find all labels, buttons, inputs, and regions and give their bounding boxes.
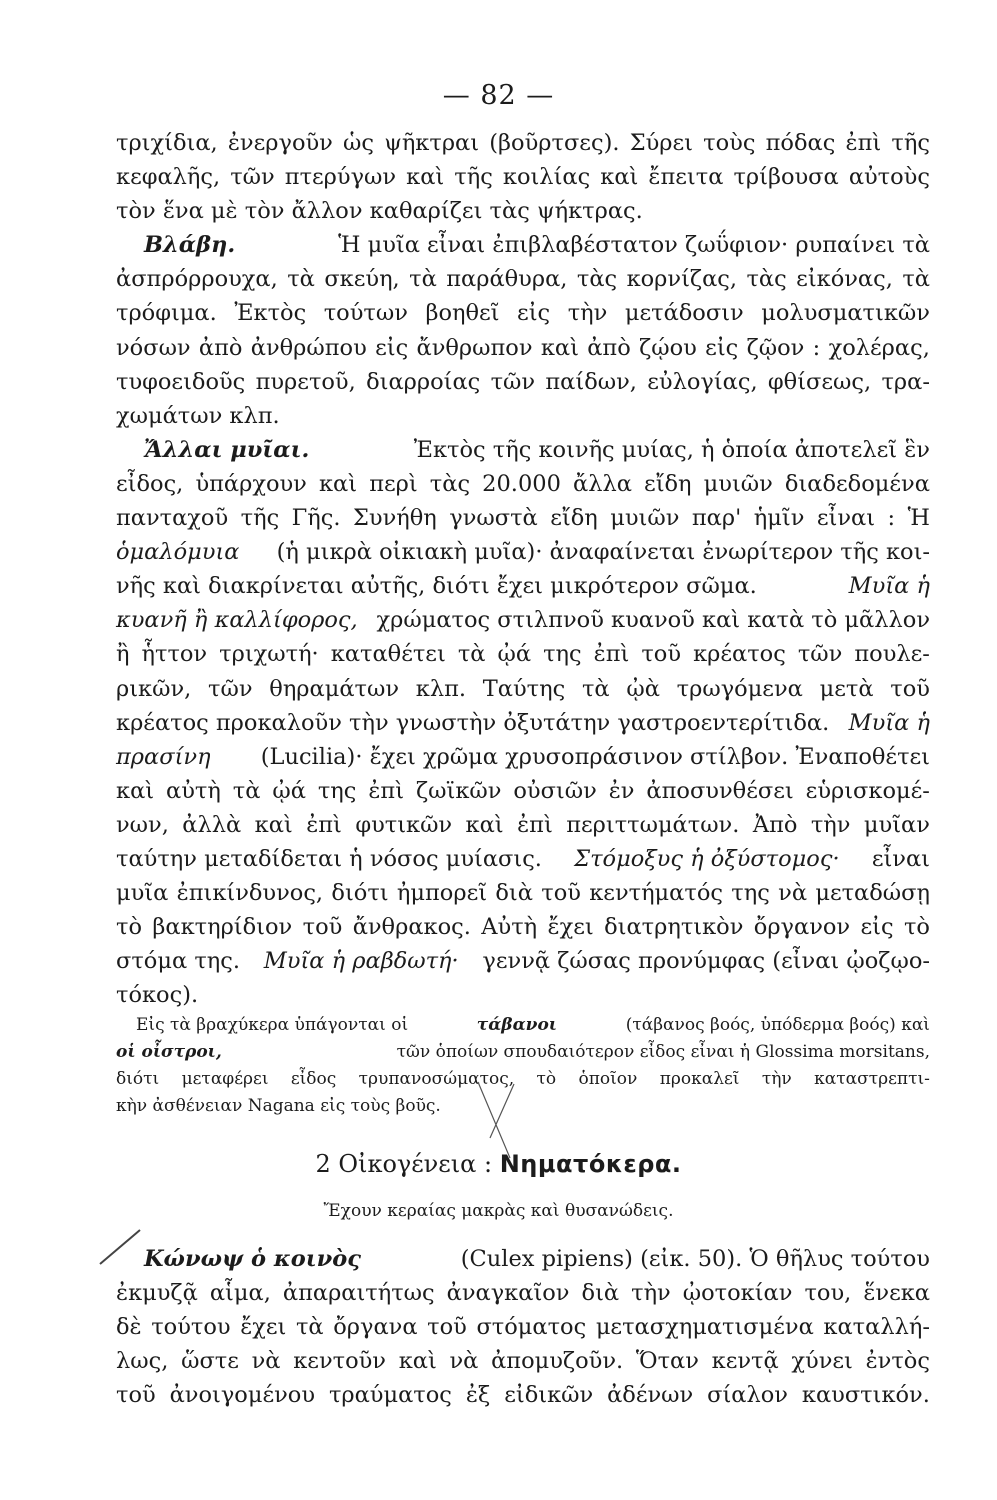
text-span: κρέατος προκαλοῦν τὴν γνωστὴν ὀξυτάτην γαστροεντερίτιδα. (116, 709, 830, 736)
word: ὑπάρχουν (195, 470, 307, 497)
word: πόδας (765, 130, 836, 156)
word: τῶν (797, 641, 843, 668)
word: κορνίζας, (626, 266, 738, 293)
word: παρ' (691, 505, 742, 532)
footnote-line (116, 1012, 930, 1039)
word: πυρετοῦ, (255, 368, 356, 395)
text-line: χωμάτων κλπ. (116, 402, 280, 429)
word: τρα- (881, 368, 930, 395)
word: διότι (116, 1069, 160, 1089)
text-line (116, 1310, 930, 1344)
word: ἐν (608, 777, 635, 804)
word: τὴν (631, 1280, 671, 1306)
species-name: Μυῖα ἡ ραβδωτή· (263, 948, 459, 975)
family-name: Νηματόκερα. (499, 1150, 682, 1178)
text-line (116, 672, 930, 706)
text-span: Εἰς τὰ βραχύκερα ὑπάγονται οἱ (136, 1015, 409, 1035)
word: τὸ (536, 1069, 557, 1089)
word: ὁποῖον (578, 1069, 638, 1089)
text-line (116, 467, 930, 501)
word: ὡς (343, 130, 374, 156)
word: τὰ (287, 266, 315, 293)
text-line (116, 1378, 930, 1412)
word: τὰ (581, 675, 610, 702)
word: χολέρας, (828, 334, 930, 361)
word: τῶν (230, 164, 275, 191)
word: : (887, 505, 896, 532)
word: τὰ (232, 777, 261, 804)
section-heading-konops: Κώνωψ ὁ κοινὸς (144, 1246, 361, 1272)
word: της (731, 880, 770, 907)
word: του, (804, 1280, 852, 1306)
word: μεταφέρει (181, 1069, 269, 1089)
word: δὲ (116, 1314, 142, 1340)
word: εἰς (860, 914, 894, 941)
word: στόματος (476, 1314, 587, 1340)
word: πανταχοῦ (116, 505, 229, 532)
word: καταστρεπτι- (814, 1069, 930, 1089)
word: νὰ (778, 880, 808, 907)
word: καὶ (116, 777, 155, 804)
word: τριχωτή· (219, 641, 319, 668)
word: γνωστὰ (449, 505, 538, 532)
word: τὴν (810, 811, 851, 838)
word: μυιῶν (610, 505, 680, 532)
word: εἴδη (644, 470, 692, 497)
word: τὰ (902, 266, 930, 293)
word: εἰκόνας, (796, 266, 893, 293)
word: ὥστε (181, 1348, 239, 1374)
text-line (116, 740, 930, 774)
word: ἀνθρώπου (250, 334, 367, 361)
word: ἐνεργοῦν (227, 130, 333, 156)
word: τὸ (116, 914, 142, 941)
word: ἐπὶ (368, 777, 405, 804)
text-span: τῶν ὁποίων σπουδαιότερον εἶδος εἶναι ἡ Glossima morsitans, (396, 1042, 930, 1062)
text-line (116, 774, 930, 808)
word: καὶ (254, 811, 293, 838)
word: ἀδένων (607, 1382, 694, 1408)
text-line (116, 433, 930, 467)
word: κεφαλῆς, (116, 164, 221, 191)
text-span: στόμα της. (116, 948, 241, 975)
word: μυῖα (116, 880, 169, 907)
footnote-line (116, 1039, 930, 1066)
text-span: νῆς καὶ διακρίνεται αὐτῆς, διότι ἔχει μικρότερον σῶμα. (116, 573, 757, 600)
species-name: ὁμαλόμυια (116, 539, 240, 566)
word: καταλλή- (823, 1314, 930, 1340)
text-line: τὸν ἕνα μὲ τὸν ἄλλον καθαρίζει τὰς ψήκτρας. (116, 198, 643, 225)
word: τῶν (208, 675, 253, 702)
text-line (116, 228, 930, 262)
word: εἰς (705, 334, 739, 361)
word: ἀπαραιτήτως (282, 1280, 435, 1306)
word: βακτηρίδιον (152, 914, 293, 941)
word: ὄργανον (753, 914, 851, 941)
word: εἶναι (816, 505, 876, 532)
word: μολυσματικῶν (761, 300, 930, 327)
word: τὸ (903, 914, 930, 941)
word: Ἡ (907, 505, 930, 532)
text-line (116, 160, 930, 194)
word: εἴδη (550, 505, 598, 532)
text-span: εἶναι (871, 845, 930, 872)
text-line (116, 706, 930, 740)
word: αἷμα, (209, 1280, 271, 1306)
word: εἰδικῶν (504, 1382, 594, 1408)
word: ἀπομυζοῦν. (491, 1348, 624, 1374)
word: σκεύη, (324, 266, 400, 293)
term: τάβανοι (476, 1015, 558, 1035)
word: αὐτοὺς (848, 164, 930, 191)
word: Συνήθη (353, 505, 437, 532)
word: καὶ (600, 164, 639, 191)
word: ἀπὸ (198, 334, 243, 361)
word: σίαλον (707, 1382, 788, 1408)
text-line (116, 126, 930, 160)
family-heading (0, 1150, 997, 1178)
word: ὄργανα (333, 1314, 418, 1340)
word: Ὅταν (635, 1348, 699, 1374)
word: βοηθεῖ (425, 300, 500, 327)
word: ἕνεκα (863, 1280, 930, 1306)
section-heading-blabe: Βλάβη. (144, 232, 236, 259)
word: τὰ (457, 641, 486, 668)
word: ἄνθρωπον (416, 334, 533, 361)
word: ἀποσυνθέσει (646, 777, 794, 804)
word: κλπ. (415, 675, 467, 702)
word: διότι (331, 880, 389, 907)
text-line (116, 808, 930, 842)
word: καὶ (318, 470, 358, 497)
text-span: ταύτην μεταδίδεται ἡ νόσος μυίασις. (116, 845, 542, 872)
text-line (116, 603, 930, 637)
text-line (116, 331, 930, 365)
word: τὰ (295, 1314, 324, 1340)
word: τρωγόμενα (676, 675, 803, 702)
word: τυφοειδοῦς (116, 368, 246, 395)
text-span: (Culex pipiens) (εἰκ. 50). Ὁ θῆλυς τούτου (460, 1246, 930, 1272)
text-line (116, 1242, 930, 1276)
word: τὰς (429, 470, 471, 497)
word: τριχίδια, (116, 130, 218, 156)
word: καὶ (540, 334, 579, 361)
species-name: Μυῖα ἡ (848, 709, 930, 736)
word: εὑρισκομέ- (805, 777, 930, 804)
word: ἄνθρακος. (352, 914, 471, 941)
word: ἐπικίνδυνος, (176, 880, 324, 907)
word: τρίβουσα (733, 164, 839, 191)
word: τοῦ (116, 1382, 156, 1408)
word: μυῖαν (863, 811, 930, 838)
text-line (116, 910, 930, 944)
word: (βοῦρτσες). (489, 130, 620, 156)
word: ζῷον (746, 334, 805, 361)
word: ἐκμυζᾷ (116, 1280, 198, 1306)
word: ἀναγκαῖον (446, 1280, 570, 1306)
word: μετασχηματισμένα (595, 1314, 814, 1340)
word: της (317, 777, 357, 804)
word: αὐτὴ (166, 777, 221, 804)
word: λως, (116, 1348, 169, 1374)
text-line (116, 262, 930, 296)
word: φυτικῶν (355, 811, 453, 838)
family-prefix: 2 Οἰκογένεια : (315, 1150, 493, 1178)
word: ἡμῖν (753, 505, 805, 532)
word: Γῆς. (291, 505, 341, 532)
text-line (116, 569, 930, 603)
text-line (116, 1276, 930, 1310)
word: διαδεδομένα (784, 470, 930, 497)
word: τοῦ (541, 880, 581, 907)
word: ἀλλὰ (182, 811, 242, 838)
word: κεντᾷ (711, 1348, 779, 1374)
word: Ἀπὸ (752, 811, 798, 838)
word: πουλε- (854, 641, 930, 668)
word: ἧττον (141, 641, 208, 668)
word: νὰ (449, 1348, 479, 1374)
word: φθίσεως, (767, 368, 872, 395)
word: κεντήματός (589, 880, 723, 907)
word: Ταύτης (482, 675, 566, 702)
word: κοιλίας (502, 164, 591, 191)
word: ἔπειτα (648, 164, 724, 191)
word: νόσων (116, 334, 191, 361)
word: εἰς (517, 300, 551, 327)
word: ἠμπορεῖ (396, 880, 488, 907)
word: μετὰ (819, 675, 874, 702)
word: ἀπὸ (587, 334, 631, 361)
word: Ἐκτὸς (234, 300, 307, 327)
text-line (116, 637, 930, 671)
word: τῆς (454, 164, 493, 191)
text-line (116, 876, 930, 910)
main-text (116, 126, 930, 1012)
species-name: κυανῆ ἢ καλλίφορος, (116, 607, 358, 634)
word: τρυπανοσώματος, (358, 1069, 515, 1089)
word: εἶδος, (116, 470, 184, 497)
word: παράθυρα, (446, 266, 568, 293)
word: : (812, 334, 821, 361)
text-span: Ἐκτὸς τῆς κοινῆς μυίας, ἡ ὁποία ἀποτελεῖ ἓν (413, 436, 930, 463)
word: ἐξ (465, 1382, 491, 1408)
word: τὰ (409, 266, 437, 293)
word: ἐπὶ (306, 811, 342, 838)
text-line (116, 365, 930, 399)
word: ἐπὶ (593, 641, 630, 668)
word: τῆς (891, 130, 930, 156)
word: μεταδώσῃ (815, 880, 930, 907)
word: κρέατος (693, 641, 786, 668)
word: μετάδοσιν (624, 300, 744, 327)
word: περιττωμάτων. (566, 811, 740, 838)
word: τραύματος (328, 1382, 452, 1408)
word: προκαλεῖ (659, 1069, 740, 1089)
word: καυστικόν. (801, 1382, 930, 1408)
word: ἐπὶ (845, 130, 882, 156)
text-line (116, 944, 930, 978)
word: ᾠά (497, 641, 532, 668)
word: ἔχει (240, 1314, 287, 1340)
word: ρικῶν, (116, 675, 192, 702)
text-line: τόκος). (116, 982, 199, 1009)
word: ζῴου (639, 334, 697, 361)
word: ἀσπρόρρουχα, (116, 266, 278, 293)
word: τὰς (576, 266, 618, 293)
word: καὶ (406, 164, 445, 191)
word: τὴν (567, 300, 608, 327)
word: της (543, 641, 582, 668)
family-subtitle: Ἔχουν κεραίας μακρὰς καὶ θυσανώδεις. (323, 1201, 674, 1221)
word: καὶ (465, 811, 504, 838)
word: τῆς (240, 505, 280, 532)
page-number: — 82 — (442, 80, 555, 111)
word: καὶ (398, 1348, 437, 1374)
text-line (116, 296, 930, 330)
word: ζωϊκῶν (415, 777, 502, 804)
word: τῶν (490, 368, 536, 395)
word: ἐντὸς (865, 1348, 930, 1374)
word: θηραμάτων (269, 675, 400, 702)
word: περὶ (369, 470, 418, 497)
word: τούτου (151, 1314, 231, 1340)
word: ᾠὰ (626, 675, 660, 702)
word: τὰς (746, 266, 787, 293)
word: νὰ (251, 1348, 281, 1374)
word: διὰ (581, 1280, 620, 1306)
word: τοῦ (427, 1314, 467, 1340)
species-name: Στόμοξυς ἡ ὀξύστομος· (574, 845, 840, 872)
word: 20.000 (482, 470, 561, 497)
word: εἶδος (290, 1069, 337, 1089)
word: εὐλογίας, (647, 368, 758, 395)
text-span: (Lucilia)· ἔχει χρῶμα χρυσοπράσινον στίλβον. Ἐναποθέτει (260, 743, 930, 770)
word: ἔχει (547, 914, 594, 941)
konops-section (116, 1242, 930, 1412)
word: παίδων, (545, 368, 637, 395)
word: τοῦ (302, 914, 343, 941)
text-span: χρώματος στιλπνοῦ κυανοῦ καὶ κατὰ τὸ μᾶλλον (376, 607, 930, 634)
footnote-line: κὴν ἀσθένειαν Nagana εἰς τοὺς βοῦς. (116, 1096, 441, 1116)
text-span: γεννᾷ ζώσας προνύμφας (εἶναι ᾠοζῳο- (482, 948, 930, 975)
word: τούτων (323, 300, 408, 327)
word: τὴν (761, 1069, 792, 1089)
word: κεντοῦν (293, 1348, 386, 1374)
text-line (116, 535, 930, 569)
word: ᾠοτοκίαν (682, 1280, 793, 1306)
word: Σύρει (629, 130, 693, 156)
word: οὐσιῶν (513, 777, 597, 804)
word: τοῦ (890, 675, 930, 702)
word: ἢ (116, 641, 130, 668)
word: διατρητικὸν (604, 914, 744, 941)
species-name: πρασίνη (116, 743, 211, 770)
word: εἰς (375, 334, 409, 361)
word: νων, (116, 811, 169, 838)
word: ἐπὶ (517, 811, 553, 838)
text-span: (τάβανος βοός, ὑπόδερμα βοός) καὶ (625, 1015, 930, 1035)
text-line (116, 501, 930, 535)
word: Αὐτὴ (481, 914, 538, 941)
word: τρόφιμα. (116, 300, 217, 327)
word: ἀνοιγομένου (169, 1382, 316, 1408)
word: τοὺς (703, 130, 756, 156)
word: ᾠά (272, 777, 306, 804)
term: οἱ οἶστροι, (116, 1042, 222, 1062)
word: καταθέτει (330, 641, 446, 668)
word: διαρροίας (366, 368, 481, 395)
word: ἄλλα (573, 470, 632, 497)
text-line (116, 1344, 930, 1378)
section-heading-allai: Ἄλλαι μυῖαι. (144, 436, 310, 463)
word: χύνει (791, 1348, 853, 1374)
text-line (116, 842, 930, 876)
word: μυιῶν (703, 470, 773, 497)
species-name: Μυῖα ἡ (848, 573, 930, 600)
word: τοῦ (641, 641, 682, 668)
text-span: Ἡ μυῖα εἶναι ἐπιβλαβέστατον ζωΰφιον· ρυπαίνει τὰ (338, 232, 930, 259)
text-span: (ἡ μικρὰ οἰκιακὴ μυῖα)· ἀναφαίνεται ἐνωρίτερον τῆς κοι- (276, 539, 930, 566)
word: διὰ (495, 880, 533, 907)
word: πτερύγων (284, 164, 397, 191)
word: ψῆκτραι (384, 130, 480, 156)
